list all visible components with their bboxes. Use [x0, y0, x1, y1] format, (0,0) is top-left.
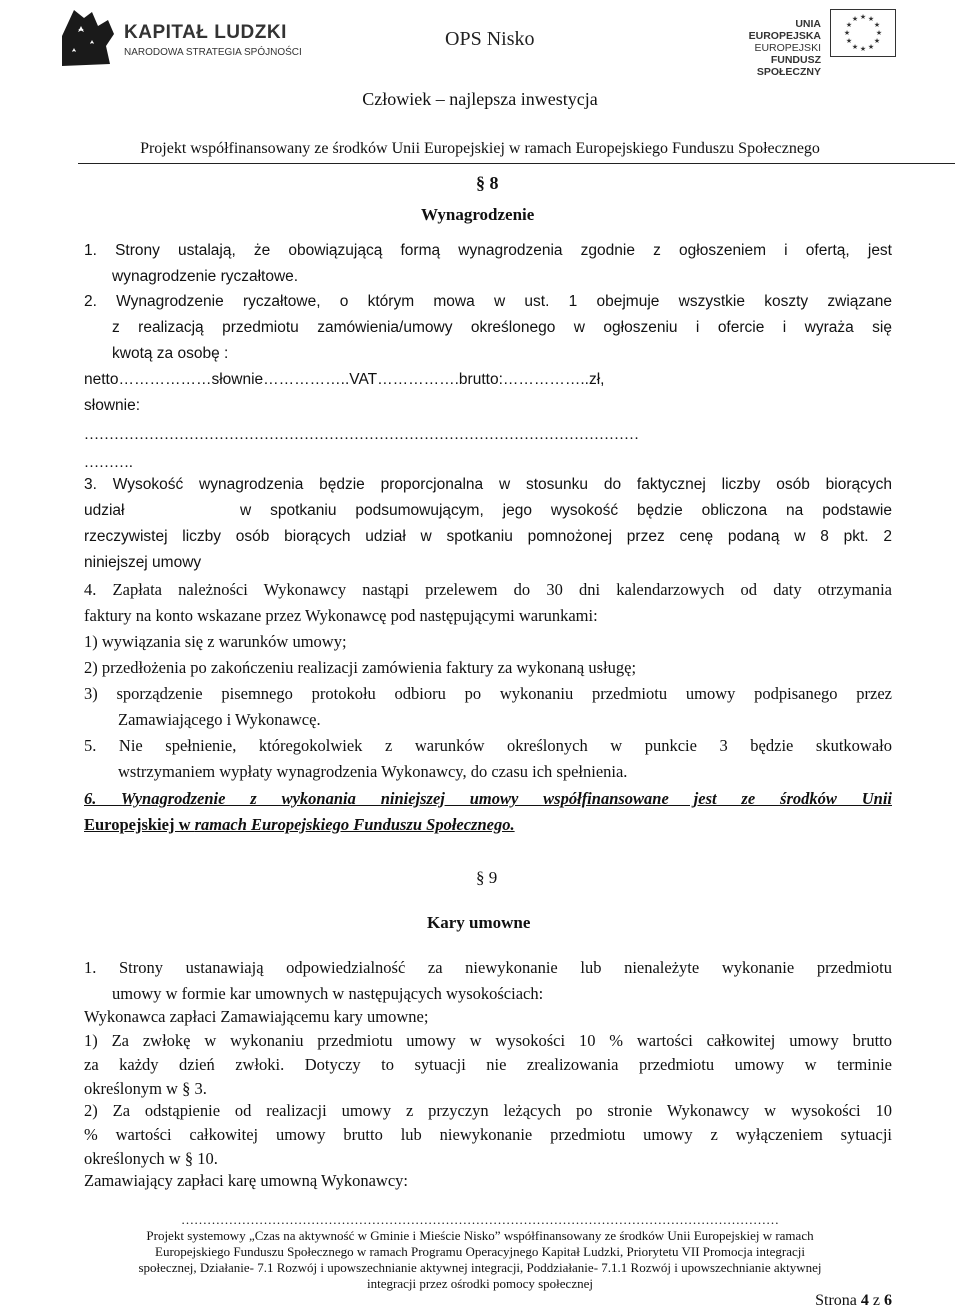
- s8-p3-line3: rzeczywistej liczby osób biorących udział w spotkaniu pomnożonej przez cenę podaną w 8 pkt. 2: [84, 528, 892, 545]
- s8-p3-line4: niniejszej umowy: [84, 554, 202, 571]
- s9-p1-line2: umowy w formie kar umownych w następujących wysokościach:: [112, 984, 544, 1003]
- svg-text:★: ★: [851, 43, 859, 51]
- page-current: 4: [860, 1292, 869, 1309]
- s8-p2-line3: kwotą za osobę :: [112, 345, 229, 362]
- s8-p4-cond3-line2: Zamawiającego i Wykonawcę.: [118, 710, 321, 729]
- s8-p6-line1: 6. Wynagrodzenie z wykonania niniejszej umowy współfinansowane jest ze środków Unii: [84, 789, 892, 808]
- svg-text:★: ★: [845, 21, 853, 29]
- s8-p4-line1: 4. Zapłata należności Wykonawcy nastąpi przelewem do 30 dni kalendarzowych od daty otrzymania: [84, 580, 892, 599]
- svg-text:★: ★: [859, 13, 867, 21]
- s9-k2-line2: % wartości całkowitej umowy brutto lub niewykonanie przedmiotu umowy z wyłączeniem sytuacji: [84, 1125, 892, 1144]
- section-9-title: Kary umowne: [427, 913, 531, 932]
- amount-dots-line1: …………………………………………………………………………………………………: [84, 427, 639, 443]
- s9-p1-line3: Wykonawca zapłaci Zamawiającemu kary umowne;: [84, 1007, 429, 1026]
- eu-flag-icon: [830, 9, 896, 57]
- ue-label-line1: UNIA EUROPEJSKA: [748, 18, 821, 42]
- project-note: Projekt współfinansowany ze środków Unii Europejskiej w ramach Europejskiego Funduszu Społecznego: [140, 140, 820, 157]
- s8-p4-cond1: 1) wywiązania się z warunków umowy;: [84, 632, 347, 651]
- svg-text:★: ★: [845, 37, 853, 45]
- svg-text:★: ★: [867, 15, 875, 23]
- s9-k1-line3: określonym w § 3.: [84, 1079, 207, 1098]
- footer-dots: …………………………………………………………………………………………………………………………: [181, 1212, 779, 1227]
- footer-line4: integracji przez ośrodki pomocy społecznej: [367, 1276, 593, 1291]
- amount-dots-line2: ……….: [84, 455, 133, 471]
- page-number: [815, 1292, 892, 1310]
- s9-k2-line1: 2) Za odstąpienie od realizacji umowy z przyczyn leżących po stronie Wykonawcy w wysokości 10: [84, 1101, 892, 1120]
- s9-zamawiajacy-line: Zamawiający zapłaci karę umowną Wykonawcy:: [84, 1171, 408, 1190]
- s8-p2-line2: z realizacją przedmiotu zamówienia/umowy określonego w ogłoszeniu i ofercie i wyraża się: [112, 319, 892, 336]
- section-9-symbol: § 9: [476, 868, 498, 887]
- kl-subtitle: NARODOWA STRATEGIA SPÓJNOŚCI: [124, 47, 302, 58]
- page-label: Strona: [815, 1292, 857, 1309]
- amount-netto-line: netto………………słownie……………..VAT…………….brutto:……………..zł,: [84, 371, 605, 388]
- svg-text:★: ★: [873, 21, 881, 29]
- s8-p6-line2-a: Europejskiej w: [84, 815, 195, 834]
- svg-text:★: ★: [851, 15, 859, 23]
- section-8-title: Wynagrodzenie: [421, 205, 535, 224]
- header-center-title: OPS Nisko: [445, 28, 535, 50]
- svg-text:★: ★: [875, 29, 883, 37]
- header-divider: [78, 163, 955, 164]
- footer-line3: społecznej, Działanie- 7.1 Rozwój i upowszechnianie aktywnej integracji, Poddziałanie- 7.1.1 Rozwój i upowszechnianie aktywnej: [138, 1260, 822, 1275]
- ue-label-line3: FUNDUSZ SPOŁECZNY: [756, 54, 821, 78]
- svg-text:★: ★: [859, 45, 867, 53]
- footer-line1: Projekt systemowy „Czas na aktywność w Gminie i Mieście Nisko” współfinansowany ze środków Unii Europejskiej w ramach: [146, 1228, 814, 1243]
- s8-p3-line2a: udział: [84, 502, 125, 519]
- s8-p4-cond2: 2) przedłożenia po zakończeniu realizacji zamówienia faktury za wykonaną usługę;: [84, 658, 637, 677]
- s9-k1-line2: za każdy dzień zwłoki. Dotyczy to sytuacji nie zrealizowania przedmiotu umowy w terminie: [84, 1055, 892, 1074]
- s8-p2-line1: 2. Wynagrodzenie ryczałtowe, o którym mowa w ust. 1 obejmuje wszystkie koszty związane: [84, 293, 892, 310]
- s9-p1-line1: 1. Strony ustanawiają odpowiedzialność za niewykonanie lub nienależyte wykonanie przedmiotu: [84, 958, 892, 977]
- page-separator: z: [872, 1292, 880, 1309]
- s9-k1-line1: 1) Za zwłokę w wykonaniu przedmiotu umowy w wysokości 10 % wartości całkowitej umowy brutto: [84, 1031, 892, 1050]
- ue-label: [727, 18, 821, 78]
- s8-p6-line2: [84, 812, 515, 838]
- page-total: 6: [884, 1292, 892, 1309]
- ue-label-line2: EUROPEJSKI: [754, 42, 821, 54]
- footer-line2: Europejskiego Funduszu Społecznego w ramach Programu Operacyjnego Kapitał Ludzki, Priorytetu VII Promocja integracji: [155, 1244, 805, 1259]
- svg-text:★: ★: [843, 29, 851, 37]
- section-8-symbol: § 8: [476, 173, 499, 193]
- s8-p4-cond3-line1: 3) sporządzenie pisemnego protokołu odbioru po wykonaniu przedmiotu umowy podpisanego przez: [84, 684, 892, 703]
- motto: Człowiek – najlepsza inwestycja: [362, 89, 598, 109]
- amount-slownie-label: słownie:: [84, 397, 140, 414]
- s8-p5-line2: wstrzymaniem wypłaty wynagrodzenia Wykonawcy, do czasu ich spełnienia.: [118, 762, 628, 781]
- s8-p4-line2: faktury na konto wskazane przez Wykonawcę pod następującymi warunkami:: [84, 606, 598, 625]
- svg-text:★: ★: [873, 37, 881, 45]
- s8-p1-line1: 1. Strony ustalają, że obowiązującą formą wynagrodzenia zgodnie z ogłoszeniem i ofertą, jest: [84, 242, 892, 259]
- s8-p3-line2b: w spotkaniu podsumowującym, jego wysokość będzie obliczona na podstawie: [240, 502, 892, 519]
- s9-k2-line3: określonych w § 10.: [84, 1149, 218, 1168]
- svg-text:★: ★: [867, 43, 875, 51]
- kl-title: KAPITAŁ LUDZKI: [124, 22, 287, 43]
- s8-p1-line2: wynagrodzenie ryczałtowe.: [112, 268, 299, 285]
- s8-p5-line1: 5. Nie spełnienie, któregokolwiek z warunków określonych w punkcie 3 będzie skutkowało: [84, 736, 892, 755]
- s8-p6-line2-b: ramach Europejskiego Funduszu Społecznego.: [194, 815, 515, 834]
- s8-p3-line1: 3. Wysokość wynagrodzenia będzie proporcjonalna w stosunku do faktycznej liczby osób biorących: [84, 476, 892, 493]
